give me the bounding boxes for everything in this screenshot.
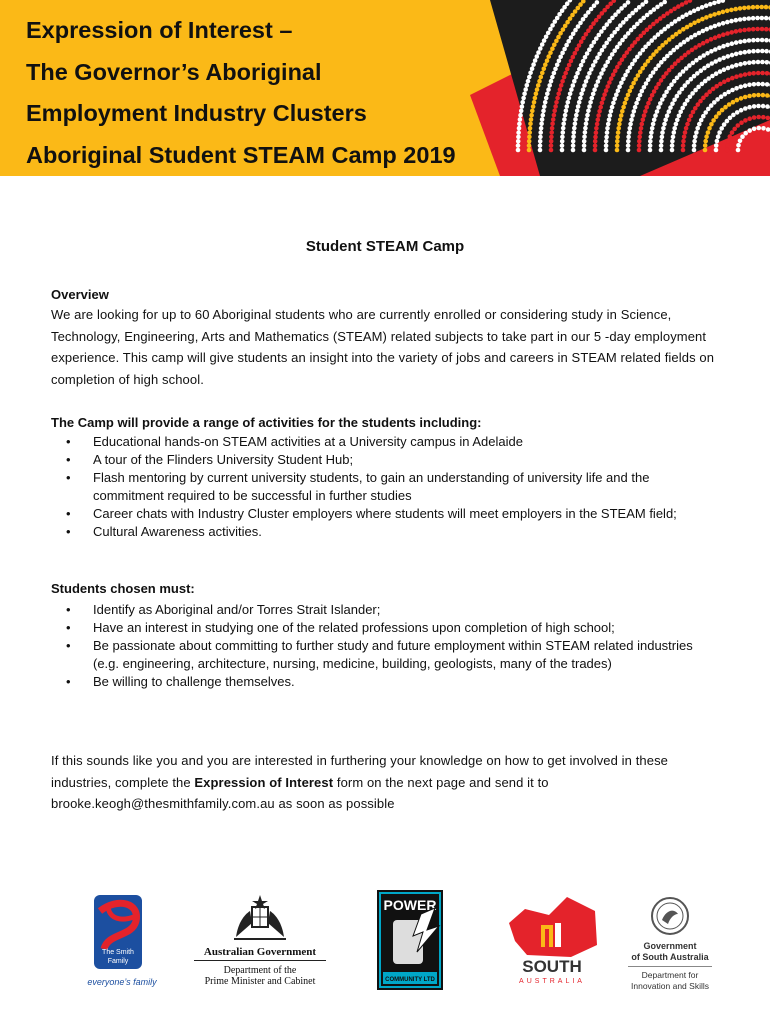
section-subtitle: Student STEAM Camp [305,238,465,255]
smith-tagline: everyone’s family [87,977,157,987]
title-line-3: Employment Industry Clusters [26,100,367,126]
australian-government-logo [190,893,330,993]
closing-text-pre: If this sounds like you and you are interested in furthering your knowledge on how to get involved in these industries, complete the [51,753,669,790]
aus-gov-line2: Department of the [223,965,297,976]
overview-text: We are looking for up to 60 Aboriginal students who are currently enrolled or considering study in Science, Technology, Engineering, Arts and Mathematics (STEAM) related subjects to take part in our 5 -day employment experience. This camp will give students an insight into the variety of jobs and careers in STEAM related fields on completion of high school. [51,307,715,387]
page-title [26,10,456,176]
camp-activities-list [51,433,721,541]
aus-gov-line3: Prime Minister and Cabinet [204,976,316,987]
list-item: • Career chats with Industry Cluster employers where students will meet employers in the STEAM field; [51,505,721,523]
power-sub: COMMUNITY LTD [385,977,435,983]
closing-text-post: form on the next page and send it to brooke.keogh@thesmithfamily.com.au as soon as possible [51,774,549,811]
list-item: • Be willing to challenge themselves. [51,673,721,691]
aus-gov-line1: Australian Government [194,946,326,961]
smith-name-1: The Smith [102,949,134,956]
piping-shrike-badge-icon [648,896,692,936]
students-heading: Students chosen must: [51,581,195,596]
gov-sa-line3: Department for [641,970,699,980]
student-requirements-list [51,601,721,691]
camp-heading: The Camp will provide a range of activities for the students including: [51,415,482,430]
list-item: • Be passionate about committing to further study and future employment within STEAM related industries (e.g. engineering, architecture, nursing, medicine, building, geologists, many of the trades) [51,637,721,673]
list-item: • Identify as Aboriginal and/or Torres Strait Islander; [51,601,721,619]
header-banner [0,0,770,176]
smith-name-2: Family [107,958,129,965]
government-of-south-australia-logo [620,896,720,992]
title-line-4: Aboriginal Student STEAM Camp 2019 [26,141,456,168]
list-item: • Cultural Awareness activities. [51,523,721,541]
expression-of-interest-emphasis: Expression of Interest [194,774,334,790]
coat-of-arms-icon [230,893,290,941]
power-word: POWER [383,897,437,913]
overview-heading: Overview [51,287,109,302]
smith-family-logo [78,893,166,993]
south-australia-logo [505,895,601,987]
south-word: SOUTH [522,957,582,976]
title-line-2: The Governor’s Aboriginal [26,58,322,85]
gov-sa-line2: of South Australia [628,952,712,967]
title-line-1: Expression of Interest – [26,17,293,43]
south-sub: AUSTRALIA [519,978,585,985]
list-item: • A tour of the Flinders University Student Hub; [51,451,721,469]
gov-sa-line4: Innovation and Skills [631,981,709,991]
gov-sa-line1: Government [643,941,697,951]
list-item: • Flash mentoring by current university students, to gain an understanding of university life and the commitment required to be successful in further studies [51,469,721,505]
list-item: • Have an interest in studying one of the related professions upon completion of high school; [51,619,721,637]
list-item: • Educational hands-on STEAM activities at a University campus in Adelaide [51,433,721,451]
closing-paragraph [51,750,731,815]
smith-family-emblem [78,893,166,973]
power-community-logo [377,890,443,990]
